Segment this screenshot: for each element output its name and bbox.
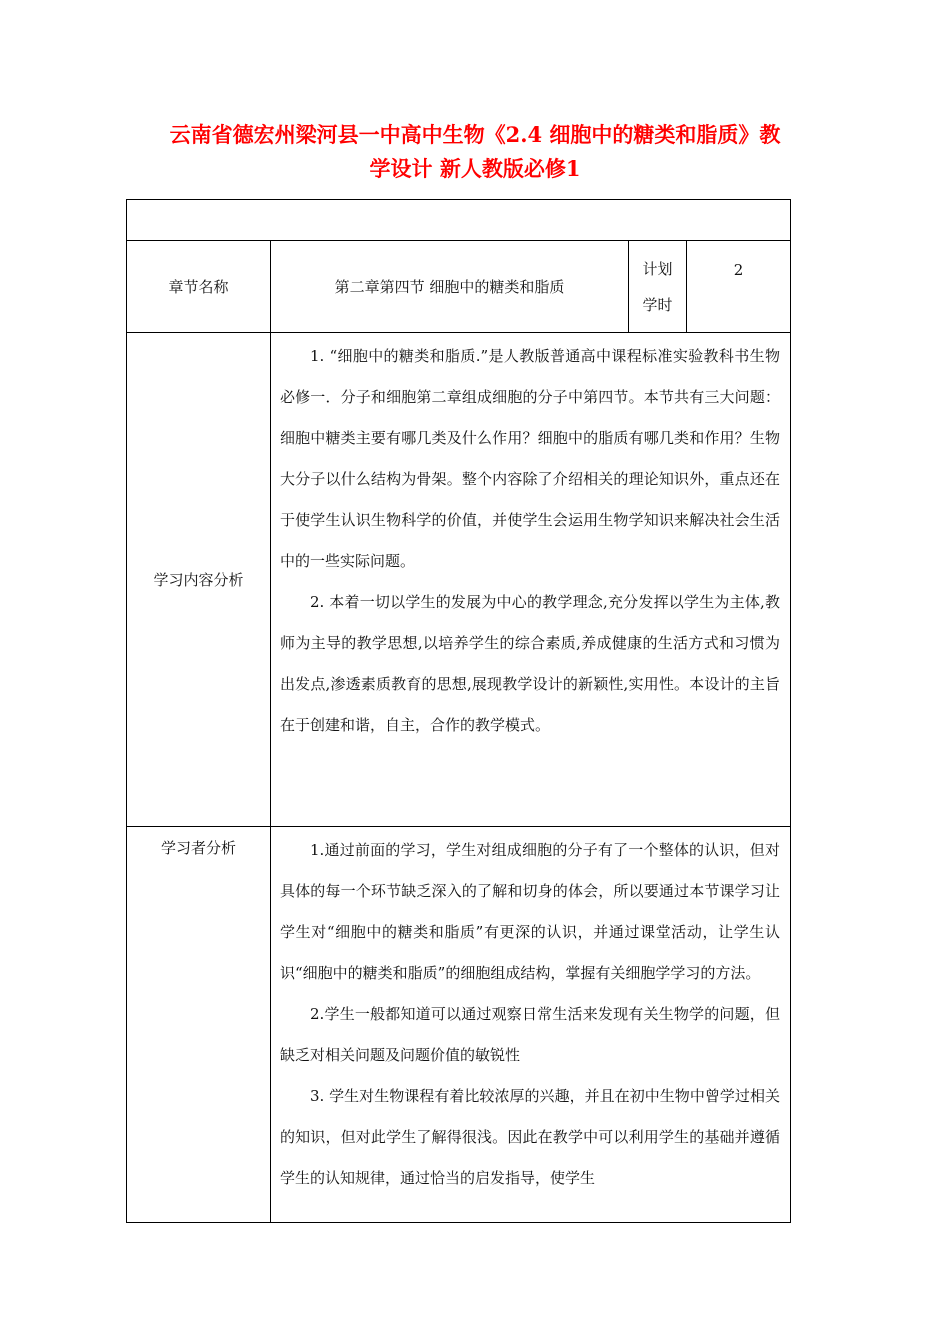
plan-label-line-1: 计划 [642,259,673,278]
chapter-value: 第二章第四节 细胞中的糖类和脂质 [271,241,629,333]
learner-analysis-label: 学习者分析 [127,827,271,1223]
learner-paragraph-3: 3. 学生对生物课程有着比较浓厚的兴趣，并且在初中生物中曾学过相关的知识，但对此学生了解得很浅。因此在教学中可以利用学生的基础并遵循学生的认知规律，通过恰当的启发指导，使学生 [280,1087,780,1187]
content-paragraph-1: 1. “细胞中的糖类和脂质.”是人教版普通高中课程标准实验教科书生物必修一．分子和细胞第二章组成细胞的分子中第四节。本节共有三大问题：细胞中糖类主要有哪几类及什么作用？细胞中的脂质有哪几类和作用？生物大分子以什么结构为骨架。整个内容除了介绍相关的理论知识外，重点还在于使学生认识生物科学的价值，并使学生会运用生物学知识来解决社会生活中的一些实际问题。 [280,347,780,570]
lesson-plan-table [126,199,791,1223]
content-analysis-text [271,333,791,827]
content-paragraph-2: 2. 本着一切以学生的发展为中心的教学理念,充分发挥以学生为主体,教师为主导的教学思想,以培养学生的综合素质,养成健康的生活方式和习惯为出发点,渗透素质教育的思想,展现教学设计的新颖性,实用性。本设计的主旨在于创建和谐，自主，合作的教学模式。 [280,593,780,734]
table-row-learner-analysis [127,827,791,1223]
plan-hours-value: 2 [687,241,791,333]
learner-paragraph-1: 1.通过前面的学习，学生对组成细胞的分子有了一个整体的认识，但对具体的每一个环节缺乏深入的了解和切身的体会，所以要通过本节课学习让学生对“细胞中的糖类和脂质”有更深的认识，并通过课堂活动，让学生认识“细胞中的糖类和脂质”的细胞组成结构，掌握有关细胞学学习的方法。 [280,841,780,982]
title-line-2: 学设计 新人教版必修1 [369,156,581,181]
learner-paragraph-2: 2.学生一般都知道可以通过观察日常生活来发现有关生物学的问题，但缺乏对相关问题及问题价值的敏锐性 [280,1005,780,1064]
plan-hours-label [629,241,687,333]
table-row-empty [127,200,791,241]
plan-label-line-2: 学时 [642,295,673,314]
empty-cell [127,200,791,241]
document-title [130,118,820,186]
table-row-chapter [127,241,791,333]
table-row-content-analysis [127,333,791,827]
learner-analysis-text [271,827,791,1223]
chapter-label: 章节名称 [127,241,271,333]
title-line-1: 云南省德宏州梁河县一中高中生物《2.4 细胞中的糖类和脂质》教 [169,122,781,147]
content-analysis-label: 学习内容分析 [127,333,271,827]
